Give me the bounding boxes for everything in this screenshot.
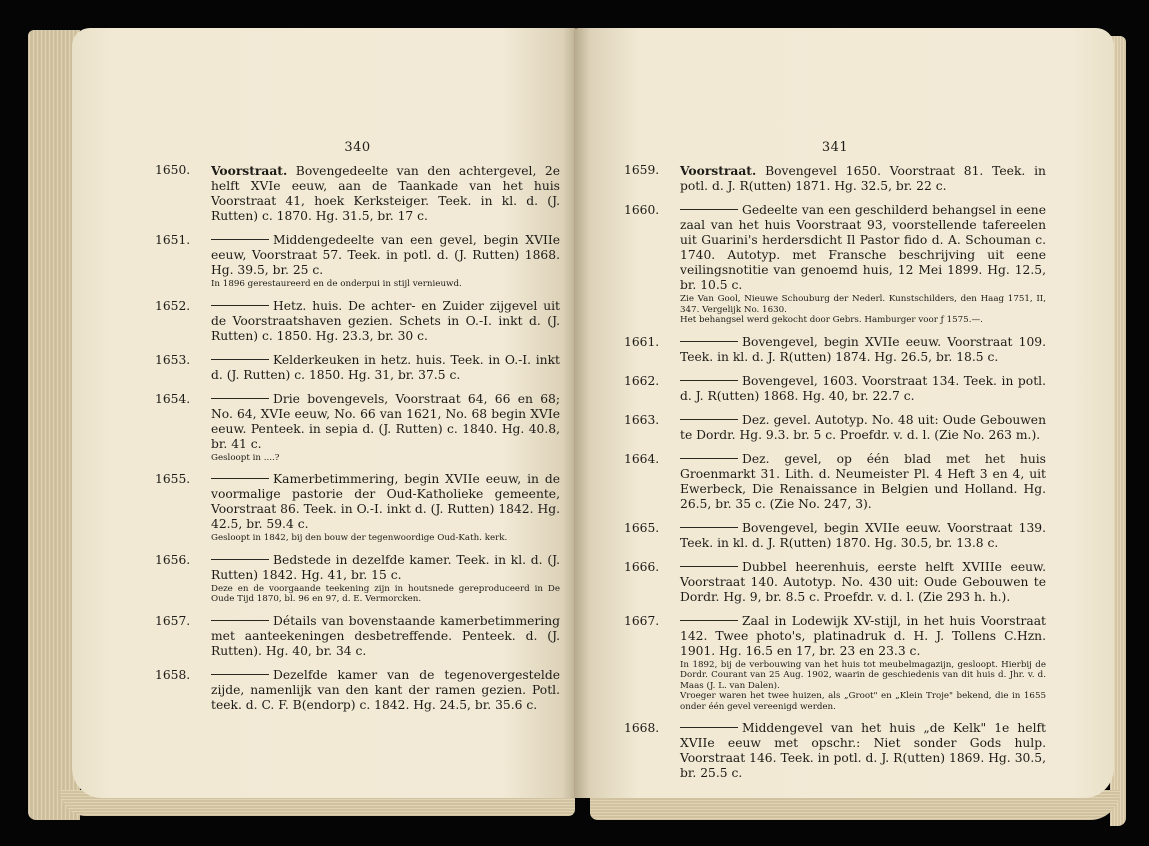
ditto-dash <box>211 478 269 479</box>
entry-text: Dez. gevel. Autotyp. No. 48 uit: Oude Gebouwen te Dordr. Hg. 9.3. br. 5 c. Proefdr. v. d. l. (Zie No. 263 m.). <box>680 412 1046 442</box>
entry-note: Deze en de voorgaande teekening zijn in houtsnede gereproduceerd in De Oude Tijd 1870, bl. 96 en 97, d. E. Vermorcken. <box>211 583 560 604</box>
catalog-entry <box>155 233 560 290</box>
ditto-dash <box>680 527 738 528</box>
catalog-entry <box>624 374 1046 404</box>
page-number: 340 <box>344 140 371 155</box>
entry-text: Middengedeelte van een gevel, begin XVIIe eeuw, Voorstraat 57. Teek. in potl. d. (J. Rutten) 1868. Hg. 39.5, br. 25 c. <box>211 233 560 277</box>
catalog-entry <box>155 299 560 344</box>
entry-description <box>211 353 560 383</box>
catalog-entry <box>155 353 560 383</box>
entry-number: 1668. <box>624 721 660 735</box>
ditto-dash <box>211 239 269 240</box>
entry-text: Kelderkeuken in hetz. huis. Teek. in O.-I. inkt d. (J. Rutten) c. 1850. Hg. 31, br. 37.5 c. <box>211 352 560 382</box>
catalog-entry <box>155 553 560 605</box>
entry-text: Dubbel heerenhuis, eerste helft XVIIIe eeuw. Voorstraat 140. Autotyp. No. 430 uit: Oude Gebouwen te Dordr. Hg. 9, br. 8.5 c. Proefdr. v. d. l. (Zie 293 h. h.). <box>680 559 1046 604</box>
entry-text: Gedeelte van een geschilderd behangsel in eene zaal van het huis Voorstraat 93, voorstellende tafereelen uit Guarini's herdersdicht Il Pastor fido d. A. Schouman c. 1740. Autotyp. met Fransche beschrijving uit eene veilingsnotitie van genoemd huis, 12 Mei 1899. Hg. 12.5, br. 10.5 c. <box>680 203 1046 292</box>
entry-note: Gesloopt in 1842, bij den bouw der tegenwoordige Oud-Kath. kerk. <box>211 533 508 543</box>
entry-number: 1652. <box>155 298 191 313</box>
entry-text: Bovengevel, 1603. Voorstraat 134. Teek. in potl. d. J. R(utten) 1868. Hg. 40, br. 22.7 c. <box>680 373 1046 403</box>
entry-description <box>211 163 560 224</box>
catalog-entry <box>624 335 1046 365</box>
catalog-entry <box>155 392 560 464</box>
entry-description <box>211 299 560 344</box>
entry-text: Détails van bovenstaande kamerbetimmering met aanteekeningen desbetreffende. Penteek. d. (J. Rutten). Hg. 40, br. 34 c. <box>211 613 560 658</box>
entry-note: Vroeger waren het twee huizen, als „Groot" en „Klein Troje" bekend, die in 1655 onder één gevel vereenigd werden. <box>680 691 1046 712</box>
entry-description <box>680 413 1046 443</box>
catalog-entry <box>624 413 1046 443</box>
entry-note: In 1896 gerestaureerd en de onderpui in stijl vernieuwd. <box>211 279 462 289</box>
ditto-dash <box>211 398 269 399</box>
catalog-entry <box>624 521 1046 551</box>
entry-number: 1653. <box>155 352 191 367</box>
entry-text: Bedstede in dezelfde kamer. Teek. in kl. d. (J. Rutten) 1842. Hg. 41, br. 15 c. <box>211 552 560 582</box>
entry-description <box>211 553 560 583</box>
entry-note: Zie Van Gool, Nieuwe Schouburg der Nederl. Kunstschilders, den Haag 1751, II, 347. Vergelijk No. 1630. <box>680 294 1046 315</box>
page-number: 341 <box>821 140 849 155</box>
catalog-entry <box>624 560 1046 605</box>
ditto-dash <box>680 380 738 381</box>
catalog-entry <box>624 163 1046 194</box>
street-name: Voorstraat. <box>211 163 288 178</box>
entry-note: In 1892, bij de verbouwing van het huis tot meubelmagazijn, gesloopt. Hierbij de Dordr. Courant van 25 Aug. 1902, waarin de geschiedenis van dit huis d. Jhr. v. d. Maas (J. L. van Dalen). <box>680 659 1046 691</box>
catalog-entry <box>624 452 1046 512</box>
ditto-dash <box>211 305 269 306</box>
ditto-dash <box>211 620 269 621</box>
entry-number: 1658. <box>155 667 191 682</box>
ditto-dash <box>680 419 738 420</box>
entry-number: 1660. <box>624 203 660 217</box>
catalog-entry <box>624 614 1046 713</box>
ditto-dash <box>680 458 738 459</box>
entry-description <box>680 374 1046 404</box>
entry-number: 1666. <box>624 559 660 574</box>
entry-number: 1656. <box>155 552 191 567</box>
entry-number: 1661. <box>624 334 660 349</box>
entry-text: Bovengedeelte van den achtergevel, 2e helft XVIe eeuw, aan de Taankade van het huis Voorstraat 41, hoek Kerksteiger. Teek. in kl. d. (J. Rutten) c. 1870. Hg. 31.5, br. 17 c. <box>211 164 560 223</box>
left-page-column <box>155 140 560 722</box>
entry-description <box>680 560 1046 605</box>
entry-number: 1657. <box>155 613 191 628</box>
street-name: Voorstraat. <box>680 163 757 178</box>
entry-text: Drie bovengevels, Voorstraat 64, 66 en 68; No. 64, XVIe eeuw, No. 66 van 1621, No. 68 begin XVIe eeuw. Penteek. in sepia d. (J. Rutten) c. 1840. Hg. 40.8, br. 41 c. <box>211 391 560 451</box>
entry-description <box>211 392 560 452</box>
entry-description <box>680 721 1046 781</box>
entry-description <box>680 452 1046 512</box>
entry-number: 1659. <box>624 163 660 177</box>
entry-number: 1650. <box>155 163 191 177</box>
ditto-dash <box>211 359 269 360</box>
entry-number: 1663. <box>624 412 660 427</box>
entry-text: Bovengevel, begin XVIIe eeuw. Voorstraat 109. Teek. in kl. d. J. R(utten) 1874. Hg. 26.5, br. 18.5 c. <box>680 334 1046 364</box>
ditto-dash <box>680 209 738 210</box>
catalog-entry <box>624 721 1046 781</box>
entry-note: Het behangsel werd gekocht door Gebrs. Hamburger voor ƒ 1575.—. <box>680 315 983 325</box>
entry-description <box>680 614 1046 659</box>
entry-number: 1651. <box>155 233 191 247</box>
entry-text: Bovengevel, begin XVIIe eeuw. Voorstraat 139. Teek. in kl. d. J. R(utten) 1870. Hg. 30.5, br. 13.8 c. <box>680 520 1046 550</box>
entry-description <box>211 472 560 532</box>
right-page-column <box>624 140 1046 790</box>
ditto-dash <box>680 727 738 728</box>
entry-description <box>680 163 1046 194</box>
ditto-dash <box>680 620 738 621</box>
entry-text: Dezelfde kamer van de tegenovergestelde zijde, namenlijk van den kant der ramen gezien. Potl. teek. d. C. F. B(endorp) c. 1842. Hg. 24.5, br. 35.6 c. <box>211 667 560 712</box>
catalog-entry <box>155 614 560 659</box>
entry-text: Zaal in Lodewijk XV-stijl, in het huis Voorstraat 142. Twee photo's, platinadruk d. H. J. Tollens C.Hzn. 1901. Hg. 16.5 en 17, br. 23 en 23.3 c. <box>680 613 1046 658</box>
entry-text: Middengevel van het huis „de Kelk" 1e helft XVIIe eeuw met opschr.: Niet sonder Gods hulp. Voorstraat 146. Teek. in potl. d. J. R(utten) 1869. Hg. 30.5, br. 25.5 c. <box>680 721 1046 780</box>
entry-description <box>211 614 560 659</box>
entry-description <box>680 335 1046 365</box>
entry-note: Gesloopt in ....? <box>211 452 280 463</box>
catalog-entry <box>155 163 560 224</box>
catalog-entry <box>624 203 1046 326</box>
entry-number: 1664. <box>624 451 660 466</box>
ditto-dash <box>211 559 269 560</box>
entry-list <box>155 163 560 713</box>
entry-text: Hetz. huis. De achter- en Zuider zijgevel uit de Voorstraatshaven gezien. Schets in O.-I. inkt d. (J. Rutten) c. 1850. Hg. 23.3, br. 30 c. <box>211 298 560 343</box>
ditto-dash <box>680 566 738 567</box>
entry-list <box>624 163 1046 781</box>
entry-text: Dez. gevel, op één blad met het huis Groenmarkt 31. Lith. d. Neumeister Pl. 4 Heft 3 en 4, uit Ewerbeck, Die Renaissance in Belgien und Holland. Hg. 26.5, br. 35 c. (Zie No. 247, 3). <box>680 451 1046 511</box>
entry-description <box>211 668 560 713</box>
ditto-dash <box>680 341 738 342</box>
ditto-dash <box>211 674 269 675</box>
entry-number: 1662. <box>624 373 660 388</box>
entry-number: 1665. <box>624 520 660 535</box>
entry-text: Bovengevel 1650. Voorstraat 81. Teek. in potl. d. J. R(utten) 1871. Hg. 32.5, br. 22 c. <box>680 164 1046 193</box>
entry-description <box>680 203 1046 293</box>
entry-text: Kamerbetimmering, begin XVIIe eeuw, in de voormalige pastorie der Oud-Katholieke gemeente, Voorstraat 86. Teek. in O.-I. inkt d. (J. Rutten) 1842. Hg. 42.5, br. 59.4 c. <box>211 472 560 531</box>
entry-number: 1667. <box>624 613 660 628</box>
catalog-entry <box>155 668 560 713</box>
entry-description <box>211 233 560 278</box>
entry-description <box>680 521 1046 551</box>
entry-number: 1654. <box>155 391 191 406</box>
catalog-entry <box>155 472 560 544</box>
entry-number: 1655. <box>155 472 191 486</box>
